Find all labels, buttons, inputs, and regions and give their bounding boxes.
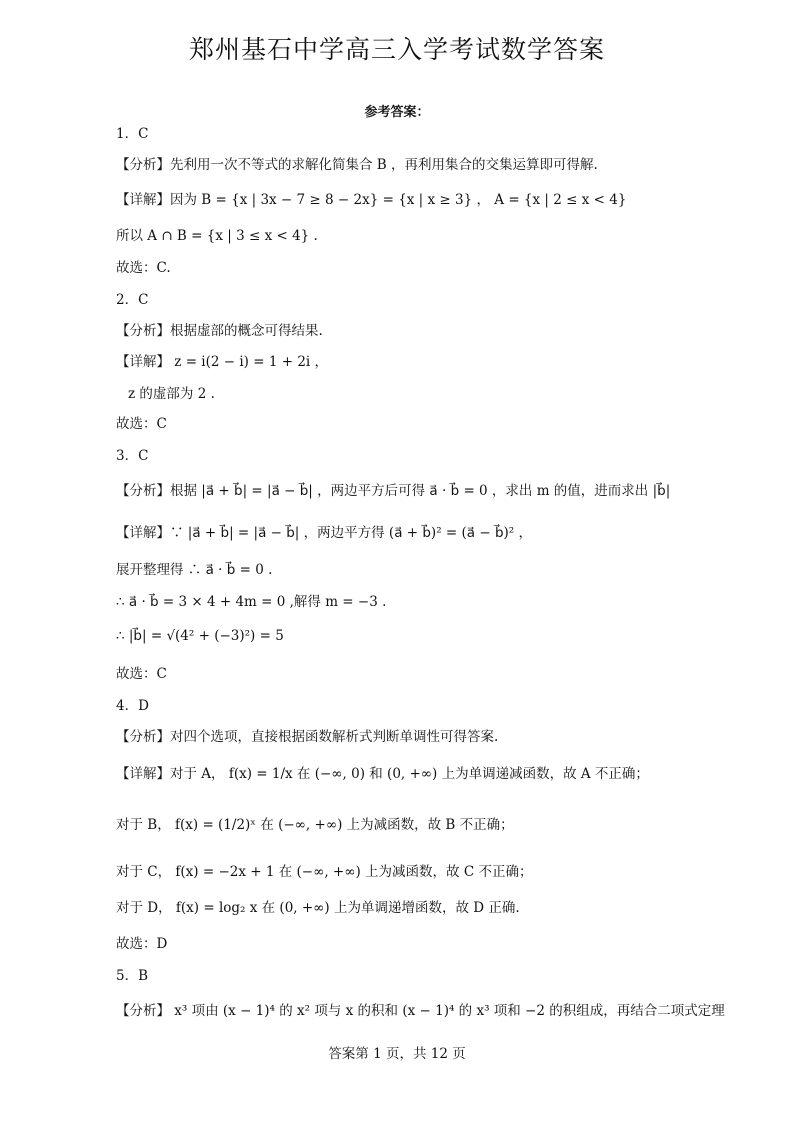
page-footer: 答案第 1 页，共 12 页 <box>328 1046 466 1062</box>
question-3-analysis: 【分析】根据 |a⃗ + b⃗| = |a⃗ − b⃗| ，两边平方后可得 a⃗ · b⃗ = 0 ，求出 m 的值，进而求出 |b⃗| <box>116 483 671 499</box>
question-4-answer: 故选：D <box>116 936 168 952</box>
question-1-analysis: 【分析】先利用一次不等式的求解化简集合 B ，再利用集合的交集运算即可得解. <box>116 157 598 173</box>
page-title: 郑州基石中学高三入学考试数学答案 <box>188 35 605 64</box>
question-4-analysis: 【分析】对四个选项，直接根据函数解析式判断单调性可得答案. <box>116 729 499 745</box>
question-1-answer: 故选：C. <box>116 260 171 276</box>
question-2-analysis: 【分析】根据虚部的概念可得结果. <box>116 323 323 339</box>
question-1-detail-line-2: 所以 A ∩ B = {x | 3 ≤ x < 4} . <box>116 228 318 244</box>
question-3-answer: 故选：C <box>116 666 167 682</box>
question-4-detail-c: 对于 C， f(x) = −2x + 1 在 (−∞, +∞) 上为减函数，故 C 不正确； <box>116 864 533 880</box>
question-3-detail-line-4: ∴ |b⃗| = √(4² + (−3)²) = 5 <box>116 628 284 644</box>
question-2-detail-line-2: z 的虚部为 2 . <box>128 386 215 402</box>
question-1-detail: 【详解】因为 B = {x | 3x − 7 ≥ 8 − 2x} = {x | x ≥ 3} ， A = {x | 2 ≤ x < 4} <box>116 192 627 208</box>
question-3-detail: 【详解】∵ |a⃗ + b⃗| = |a⃗ − b⃗| ，两边平方得 (a⃗ + b⃗)² = (a⃗ − b⃗)² ， <box>116 525 532 541</box>
question-3-number: 3．C <box>116 448 149 464</box>
question-3-detail-line-2: 展开整理得 ∴ a⃗ · b⃗ = 0 . <box>116 562 273 578</box>
question-4-detail-d: 对于 D， f(x) = log₂ x 在 (0, +∞) 上为单调递增函数，故 D 正确. <box>116 900 520 916</box>
question-3-detail-line-3: ∴ a⃗ · b⃗ = 3 × 4 + 4m = 0 ,解得 m = −3 . <box>116 594 387 610</box>
question-1-number: 1．C <box>116 126 149 142</box>
question-5-analysis: 【分析】 x³ 项由 (x − 1)⁴ 的 x² 项与 x 的积和 (x − 1)⁴ 的 x³ 项和 −2 的积组成，再结合二项式定理 <box>116 1003 725 1019</box>
question-4-number: 4．D <box>116 698 149 714</box>
answer-heading: 参考答案： <box>364 105 430 120</box>
question-2-answer: 故选：C <box>116 416 167 432</box>
question-2-number: 2．C <box>116 292 149 308</box>
question-4-detail-b: 对于 B， f(x) = (1/2)ˣ 在 (−∞, +∞) 上为减函数，故 B 不正确； <box>116 817 514 833</box>
question-2-detail: 【详解】 z = i(2 − i) = 1 + 2i ， <box>116 354 329 370</box>
question-4-detail-a: 【详解】对于 A， f(x) = 1/x 在 (−∞, 0) 和 (0, +∞) 上为单调递减函数，故 A 不正确； <box>116 766 649 782</box>
question-5-number: 5．B <box>116 968 149 984</box>
